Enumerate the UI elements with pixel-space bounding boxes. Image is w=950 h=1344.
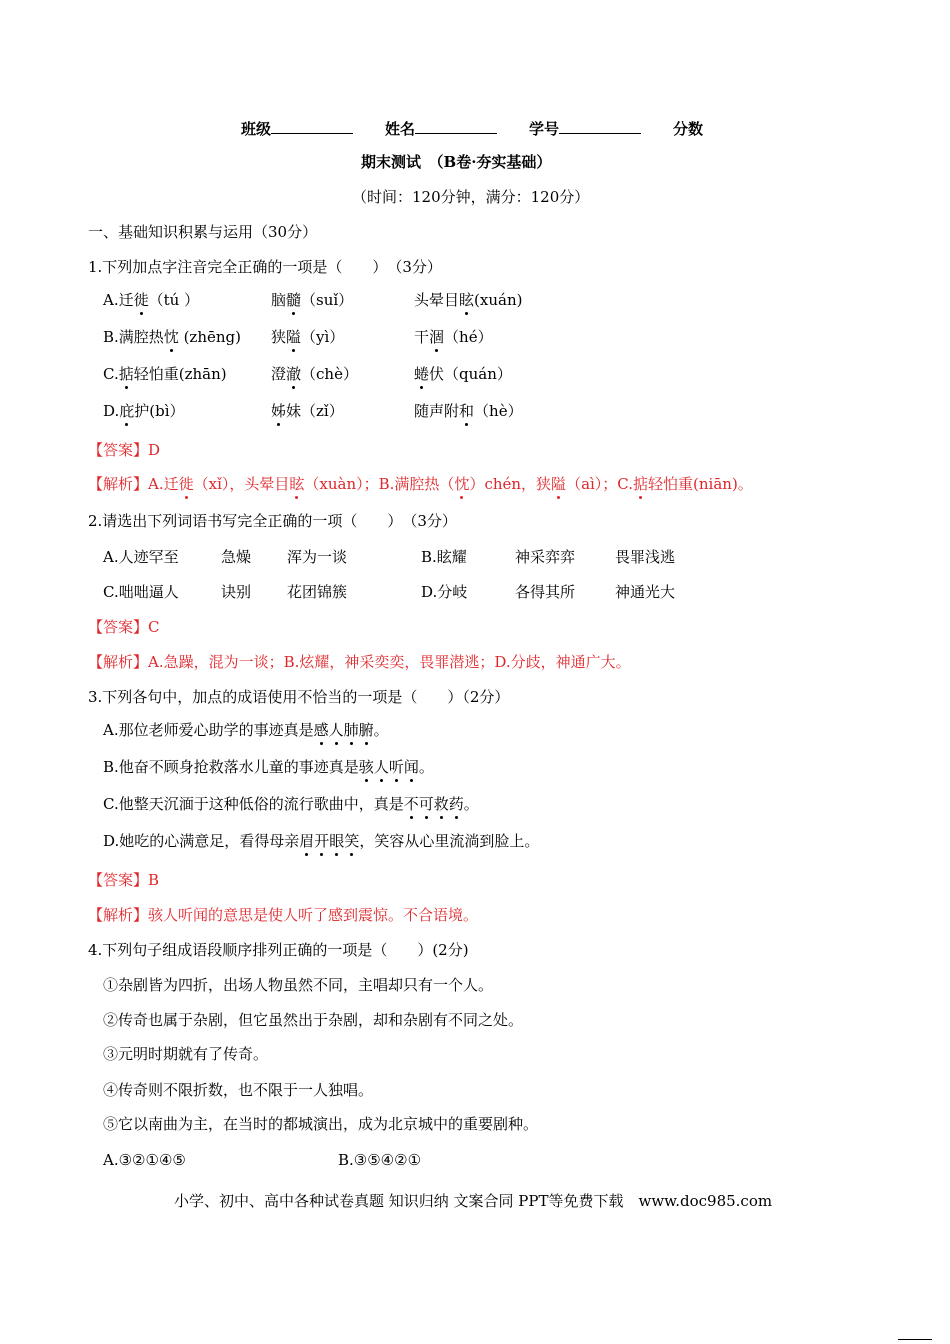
q2-row2-c5: 各得其所	[515, 583, 576, 601]
q2-row2-c6: 神通光大	[615, 583, 676, 601]
footer-link[interactable]: 小学、初中、高中各种试卷真题 知识归纳 文案合同 PPT等免费下载 www.doc985.com	[174, 1192, 773, 1210]
q2-row2-c1: C.咄咄逼人	[103, 583, 179, 601]
q1-answer: 【答案】D	[88, 441, 161, 459]
q4-option-b: B.③⑤④②①	[338, 1151, 422, 1169]
q4-sentence-4: ④传奇则不限折数，也不限于一人独唱。	[103, 1081, 374, 1099]
q4-sentence-1: ①杂剧皆为四折，出场人物虽然不同，主唱却只有一个人。	[103, 976, 494, 994]
q4-sentence-3: ③元明时期就有了传奇。	[103, 1045, 269, 1063]
class-blank	[271, 117, 353, 134]
q1-option-d: D.庇护(bì）	[103, 402, 185, 420]
score-label: 分数	[673, 120, 704, 138]
q1-option-a: A.迁徙（tú ）	[103, 291, 200, 309]
id-label: 学号	[529, 120, 560, 138]
q2-row1-c4: B.眩耀	[421, 548, 467, 566]
q2-row1-c5: 神采弈弈	[515, 548, 576, 566]
q3-option-b: B.他奋不顾身抢救落水儿童的事迹真是骇人听闻。	[103, 758, 434, 776]
q1-analysis: 【解析】A.迁徙（xǐ），头晕目眩（xuàn）；B.满腔热（忱）chén，狭隘（aì）；C.掂轻怕重(niān)。	[88, 475, 753, 493]
exam-title: 期末测试	[361, 153, 422, 171]
q2-row1-c1: A.人迹罕至	[103, 548, 179, 566]
q2-row1-c6: 畏罪浅逃	[615, 548, 676, 566]
q1-a-word2: 脑髓（suǐ）	[271, 291, 354, 309]
q1-option-c: C.掂轻怕重(zhān)	[103, 365, 227, 383]
time-info: （时间：120分钟，满分：120分）	[352, 188, 590, 206]
q2-row2-c3: 花团锦簇	[287, 583, 348, 601]
section-title: 一、基础知识积累与运用（30分）	[88, 223, 318, 241]
name-label: 姓名	[385, 120, 416, 138]
question-3-stem: 3.下列各句中，加点的成语使用不恰当的一项是（ ）（2分）	[88, 688, 510, 706]
q4-option-a: A.③②①④⑤	[103, 1151, 186, 1169]
q4-sentence-5: ⑤它以南曲为主，在当时的都城演出，成为北京城中的重要剧种。	[103, 1115, 539, 1133]
class-label: 班级	[241, 120, 272, 138]
q3-answer: 【答案】B	[88, 871, 160, 889]
q2-row1-c2: 急燥	[221, 548, 252, 566]
question-1-stem: 1.下列加点字注音完全正确的一项是（ ） （3分）	[88, 258, 442, 276]
q1-d-word3: 随声附和（hè）	[414, 402, 523, 420]
question-4-stem: 4.下列句子组成语段顺序排列正确的一项是（ ）(2分)	[88, 941, 469, 959]
corner-rule	[898, 1339, 932, 1340]
name-blank	[415, 117, 497, 134]
q1-a-word3: 头晕目眩(xuán)	[414, 291, 523, 309]
student-info-line	[241, 117, 703, 139]
exam-subtitle: （B卷·夯实基础）	[436, 153, 552, 171]
id-blank	[559, 117, 641, 134]
q1-option-b: B.满腔热忱 (zhēng)	[103, 328, 241, 346]
q1-c-word2: 澄澈（chè）	[271, 365, 358, 383]
q3-analysis: 【解析】骇人听闻的意思是使人听了感到震惊。不合语境。	[88, 906, 479, 924]
q1-d-word2: 姊妹（zǐ）	[271, 402, 344, 420]
q1-b-word2: 狭隘（yì）	[271, 328, 345, 346]
q1-c-word3: 蜷伏（quán）	[414, 365, 512, 383]
q2-row1-c3: 浑为一谈	[287, 548, 348, 566]
q2-row2-c2: 诀别	[221, 583, 252, 601]
q2-analysis: 【解析】A.急躁，混为一谈；B.炫耀，神采奕奕，畏罪潜逃；D.分歧，神通广大。	[88, 653, 631, 671]
q2-answer: 【答案】C	[88, 618, 160, 636]
q4-sentence-2: ②传奇也属于杂剧，但它虽然出于杂剧，却和杂剧有不同之处。	[103, 1011, 524, 1029]
page-title	[361, 152, 551, 172]
q3-option-a: A.那位老师爱心助学的事迹真是感人肺腑。	[103, 721, 389, 739]
q1-b-word3: 干涸（hé）	[414, 328, 493, 346]
q3-option-c: C.他整天沉湎于这种低俗的流行歌曲中，真是不可救药。	[103, 795, 479, 813]
q2-row2-c4: D.分岐	[421, 583, 468, 601]
question-2-stem: 2.请选出下列词语书写完全正确的一项（ ） （3分）	[88, 512, 457, 530]
q3-option-d: D.她吃的心满意足，看得母亲眉开眼笑，笑容从心里流淌到脸上。	[103, 832, 540, 850]
